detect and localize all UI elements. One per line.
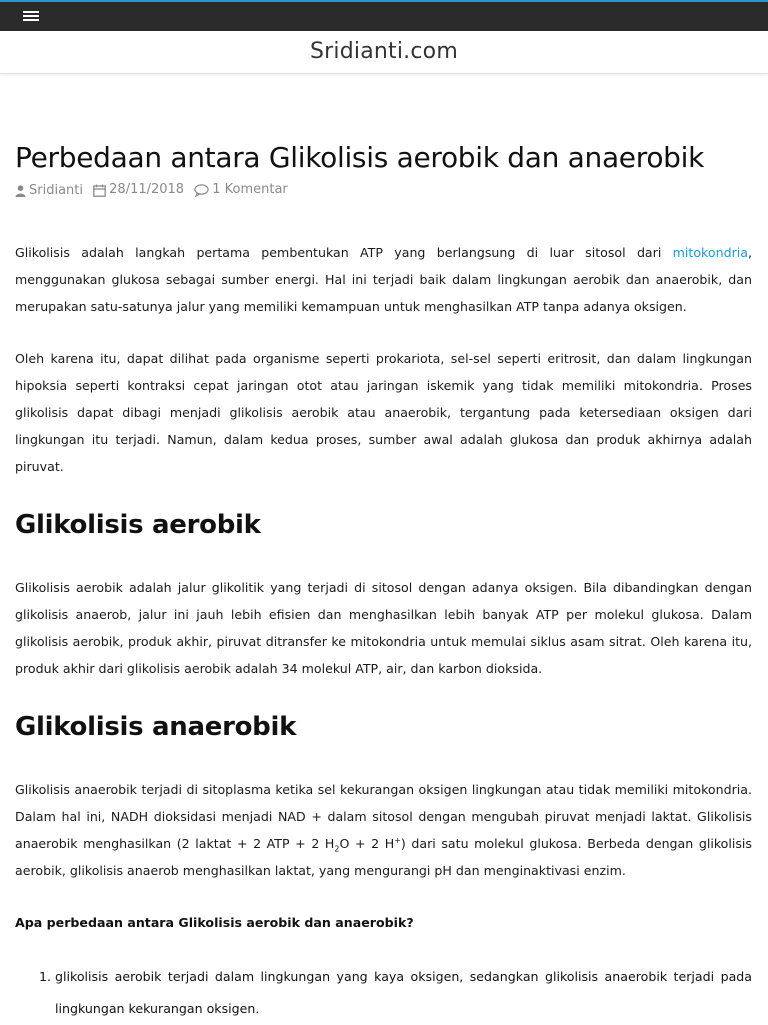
- post-comments[interactable]: [194, 179, 288, 201]
- post-author[interactable]: [15, 180, 83, 202]
- intro-text-end: , menggunakan glukosa sebagai sumber energi. Hal ini terjadi baik dalam lingkungan aerobik dan anaerobik, dan merupakan satu-satunya jalur yang memiliki kemampuan untuk menghasilkan ATP tanpa adanya oksigen.: [15, 244, 752, 314]
- answer-list: [15, 961, 752, 1025]
- intro-paragraph-1: [15, 239, 752, 320]
- top-navigation-bar: [0, 0, 768, 31]
- heading-aerobic: Glikolisis aerobik: [15, 509, 261, 540]
- post-comments-link[interactable]: 1 Komentar: [212, 182, 288, 197]
- subscript-2: 2: [334, 844, 340, 854]
- post-date: [93, 179, 184, 201]
- site-title-link[interactable]: Sridianti.com: [310, 39, 458, 64]
- anaerobic-paragraph: [15, 776, 752, 884]
- article: [15, 138, 752, 1025]
- intro-text-start: Glikolisis adalah langkah pertama pembentukan ATP yang berlangsung di luar sitosol dari: [15, 244, 673, 260]
- calendar-icon: [93, 184, 106, 197]
- aerobic-paragraph: Glikolisis aerobik adalah jalur glikolitik yang terjadi di sitosol dengan adanya oksigen. Bila dibandingkan dengan glikolisis anaerob, jalur ini jauh lebih efisien dan menghasilkan lebih banyak ATP per molekul glukosa. Dalam glikolisis aerobik, produk akhir, piruvat ditransfer ke mitokondria untuk memulai siklus asam sitrat. Oleh karena itu, produk akhir dari glikolisis aerobik adalah 34 molekul ATP, air, dan karbon dioksida.: [15, 579, 752, 676]
- page-title: Perbedaan antara Glikolisis aerobik dan anaerobik: [15, 141, 705, 174]
- question-heading: Apa perbedaan antara Glikolisis aerobik dan anaerobik?: [15, 914, 414, 930]
- post-author-link[interactable]: Sridianti: [29, 182, 83, 198]
- mitokondria-link[interactable]: mitokondria: [672, 244, 748, 260]
- anaerobic-text-c: ) dari satu molekul glukosa. Berbeda dengan glikolisis aerobik, glikolisis anaerob menghasilkan laktat, yang mengurangi pH dan menginaktivasi enzim.: [15, 835, 752, 878]
- anaerobic-text-a: Glikolisis anaerobik terjadi di sitoplasma ketika sel kekurangan oksigen lingkungan atau tidak memiliki mitokondria. Dalam hal ini, NADH dioksidasi menjadi NAD + dalam sitosol dengan mengubah piruvat menjadi laktat. Glikolisis anaerobik menghasilkan (2 laktat + 2 ATP + 2 H: [15, 781, 752, 851]
- comment-icon: [194, 184, 209, 197]
- heading-anaerobic: Glikolisis anaerobik: [15, 711, 297, 742]
- anaerobic-text-b: O + 2 H: [339, 835, 395, 851]
- intro-paragraph-2: Oleh karena itu, dapat dilihat pada organisme seperti prokariota, sel-sel seperti eritrosit, dan dalam lingkungan hipoksia seperti kontraksi cepat jaringan otot atau jaringan iskemik yang tidak memiliki mitokondria. Proses glikolisis dapat dibagi menjadi glikolisis aerobik atau anaerobik, tergantung pada ketersediaan oksigen dari lingkungan itu terjadi. Namun, dalam kedua proses, sumber awal adalah glukosa dan produk akhirnya adalah piruvat.: [15, 350, 752, 474]
- hamburger-menu-icon[interactable]: [23, 11, 39, 23]
- superscript-plus: +: [394, 835, 401, 845]
- post-date-text: 28/11/2018: [109, 182, 185, 197]
- list-item: 1. glikolisis aerobik terjadi dalam lingkungan yang kaya oksigen, sedangkan glikolisis anaerobik terjadi pada lingkungan kekurangan oksigen.: [55, 961, 752, 1025]
- user-icon: [15, 185, 26, 197]
- post-meta: [15, 179, 752, 205]
- site-header: [0, 31, 768, 74]
